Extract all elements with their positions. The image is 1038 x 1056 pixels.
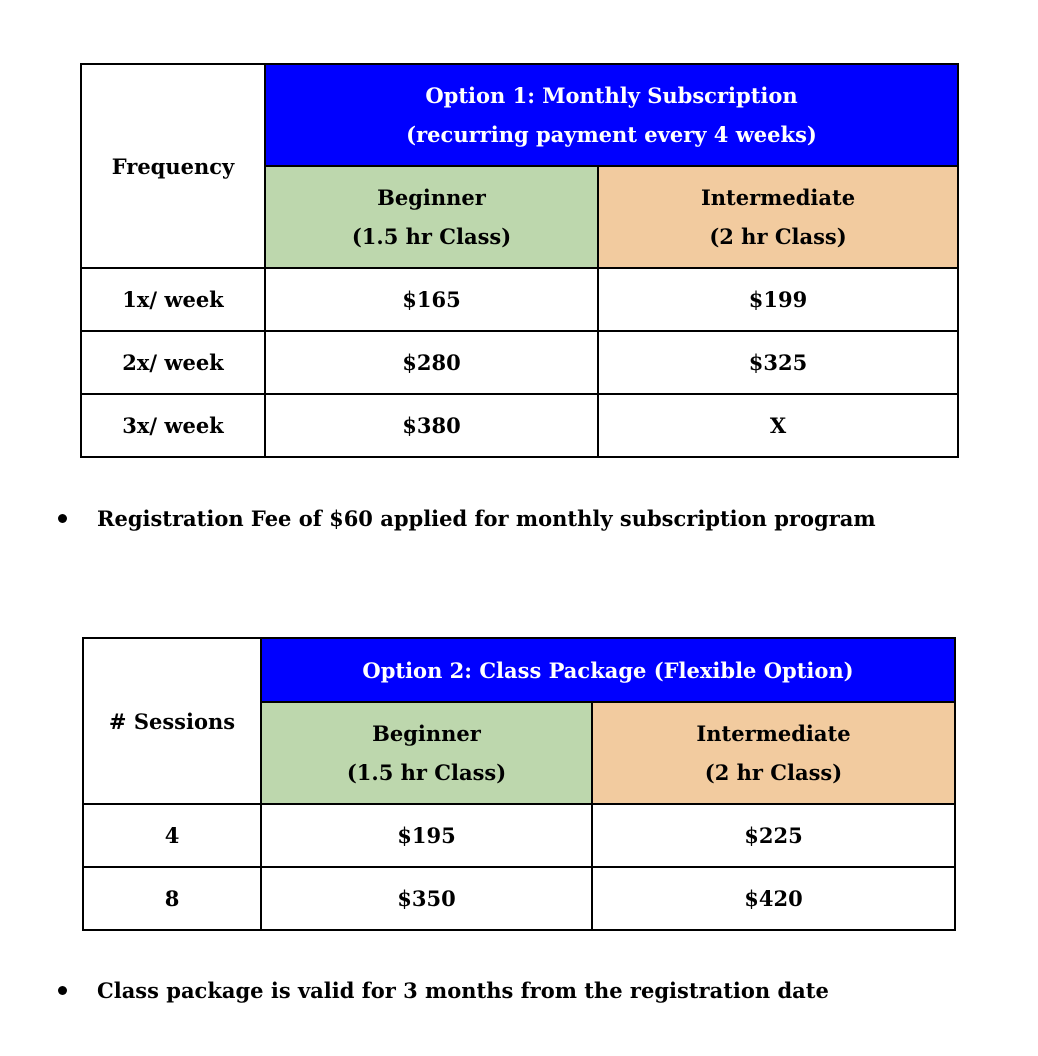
beginner-label: Beginner	[377, 185, 486, 210]
intermediate-duration: (2 hr Class)	[709, 224, 847, 249]
package-validity-text: Class package is valid for 3 months from the registration date	[97, 978, 829, 1003]
table-row	[81, 268, 958, 331]
package-validity-note	[58, 978, 829, 1003]
sessions-cell: 8	[83, 867, 261, 930]
beginner-duration: (1.5 hr Class)	[351, 224, 512, 249]
beginner-price-cell: $165	[265, 268, 598, 331]
intermediate-price-cell: $420	[592, 867, 955, 930]
beginner-price-cell: $195	[261, 804, 592, 867]
beginner-price-cell: $280	[265, 331, 598, 394]
sessions-header	[83, 638, 261, 804]
intermediate-price-cell: $199	[598, 268, 958, 331]
intermediate-duration: (2 hr Class)	[704, 760, 843, 785]
bullet-icon	[58, 986, 67, 995]
intermediate-label: Intermediate	[696, 721, 851, 746]
option2-title: Option 2: Class Package (Flexible Option)	[261, 638, 955, 702]
table-row	[83, 804, 955, 867]
beginner-label: Beginner	[372, 721, 481, 746]
intermediate-price-cell: X	[598, 394, 958, 457]
option1-title	[265, 64, 958, 166]
frequency-cell: 1x/ week	[81, 268, 265, 331]
sessions-cell: 4	[83, 804, 261, 867]
option1-title-line1: Option 1: Monthly Subscription	[425, 83, 798, 108]
beginner-header	[261, 702, 592, 804]
table-row	[81, 394, 958, 457]
intermediate-price-cell: $225	[592, 804, 955, 867]
intermediate-label: Intermediate	[700, 185, 856, 210]
option1-title-line2: (recurring payment every 4 weeks)	[406, 122, 817, 147]
bullet-icon	[58, 514, 67, 523]
frequency-cell: 2x/ week	[81, 331, 265, 394]
table-row	[81, 331, 958, 394]
table-row	[83, 867, 955, 930]
frequency-header	[81, 64, 265, 268]
registration-fee-note	[58, 506, 876, 531]
intermediate-header	[598, 166, 958, 268]
monthly-subscription-table	[80, 63, 959, 458]
beginner-duration: (1.5 hr Class)	[346, 760, 507, 785]
class-package-table	[82, 637, 956, 931]
beginner-price-cell: $380	[265, 394, 598, 457]
beginner-price-cell: $350	[261, 867, 592, 930]
registration-fee-text: Registration Fee of $60 applied for monthly subscription program	[97, 506, 876, 531]
sessions-header-label: # Sessions	[108, 708, 236, 734]
beginner-header	[265, 166, 598, 268]
frequency-header-label: Frequency	[111, 153, 235, 179]
intermediate-price-cell: $325	[598, 331, 958, 394]
intermediate-header	[592, 702, 955, 804]
frequency-cell: 3x/ week	[81, 394, 265, 457]
